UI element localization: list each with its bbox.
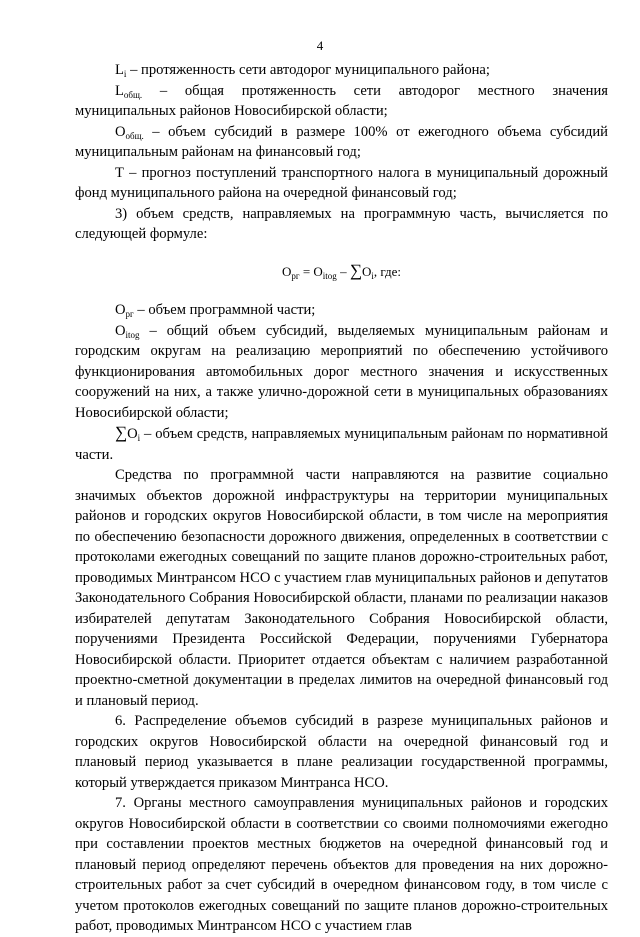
symbol: О: [115, 322, 126, 339]
sigma-icon: ∑: [115, 423, 128, 442]
definition-text: – объем программной части;: [133, 302, 316, 318]
definition-text: – протяженность сети автодорог муниципального района;: [126, 62, 490, 78]
page-number: 4: [316, 38, 324, 53]
formula-tail: , где:: [373, 263, 402, 279]
formula-mid-sub: itog: [322, 270, 337, 281]
subscript: itog: [125, 329, 140, 340]
symbol: О: [115, 123, 126, 140]
symbol: L: [115, 62, 124, 78]
def-o-pr: [75, 300, 608, 321]
symbol: О: [127, 426, 138, 442]
subscript: i: [137, 433, 141, 443]
formula-eq: = О: [299, 263, 323, 279]
definition-text: – общая протяженность сети автодорог местного значения муниципальных районов Новосибирской области;: [75, 82, 608, 119]
subscript: рг: [125, 309, 134, 319]
formula-lhs: О: [281, 263, 292, 279]
def-o-itog: [75, 321, 608, 424]
item-3: 3) объем средств, направляемых на программную часть, вычисляется по следующей формуле:: [75, 205, 608, 242]
formula-rhs: О: [361, 263, 372, 279]
subscript: i: [123, 69, 127, 79]
formula-lhs-sub: рг: [291, 270, 300, 281]
definition-text: – объем средств, направляемых муниципальным районам по нормативной части.: [75, 426, 608, 463]
def-l-total: [75, 81, 608, 122]
definition-text: – объем субсидий в размере 100% от ежегодного объема субсидий муниципальным районам на финансовый год;: [75, 123, 608, 160]
symbol: О: [115, 302, 126, 318]
def-t: Т – прогноз поступлений транспортного налога в муниципальный дорожный фонд муниципального района на очередной финансовый год;: [75, 164, 608, 201]
formula-rhs-sub: i: [371, 270, 374, 281]
document-body: [75, 60, 608, 937]
sigma-icon: ∑: [349, 260, 362, 280]
formula: [75, 261, 608, 283]
paragraph-6: 6. Распределение объемов субсидий в разрезе муниципальных районов и городских округов Новосибирской области на очередной финансовый год и плановый период указывается в плане реализации государственной программы, который утверждается приказом Минтранса НСО.: [75, 713, 608, 791]
def-o-total: [75, 122, 608, 163]
symbol: L: [115, 82, 124, 99]
formula-minus: –: [336, 263, 350, 279]
def-l-i: [75, 60, 608, 81]
definition-text: – общий объем субсидий, выделяемых муниципальным районам и городским округам на реализацию мероприятий по обеспечению устойчивого функционирования автомобильных дорог местного значения и искусственных сооружений на них, а также улично-дорожной сети в муниципальных образованиях Новосибирской области;: [75, 322, 608, 421]
paragraph-program-funds: Средства по программной части направляются на развитие социально значимых объектов дорожной инфраструктуры на территории муниципальных районов и городских округов Новосибирской области, в том числе на мероприятия по обеспечению безопасности дорожного движения, определенных в соответствии с протоколами ежегодных совещаний по защите планов дорожно-строительных работ, проводимых Минтрансом НСО с участием глав муниципальных районов и депутатов Законодательного Собрания Новосибирской области, планами по реализации наказов избирателей депутатам Законодательного Собрания Новосибирской области, поручениями Президента Российской Федерации, поручениями Губернатора Новосибирской области. Приоритет отдается объектам с наличием разработанной проектно-сметной документации в пределах лимитов на очередной финансовый год и плановый период.: [75, 467, 608, 709]
def-sum-o: [75, 423, 608, 465]
subscript: общ.: [123, 89, 143, 100]
subscript: общ.: [125, 130, 144, 141]
paragraph-7: 7. Органы местного самоуправления муниципальных районов и городских округов Новосибирской области в соответствии со своими полномочиями ежегодно при составлении проектов местных бюджетов на очередной финансовый год и плановый период определяют перечень объектов для проведения на них дорожно-строительных работ за счет субсидий в очередном финансовом году, в том числе с учетом протоколов ежегодных совещаний по защите планов дорожно-строительных работ, проводимых Минтрансом НСО с участием глав: [75, 795, 608, 934]
